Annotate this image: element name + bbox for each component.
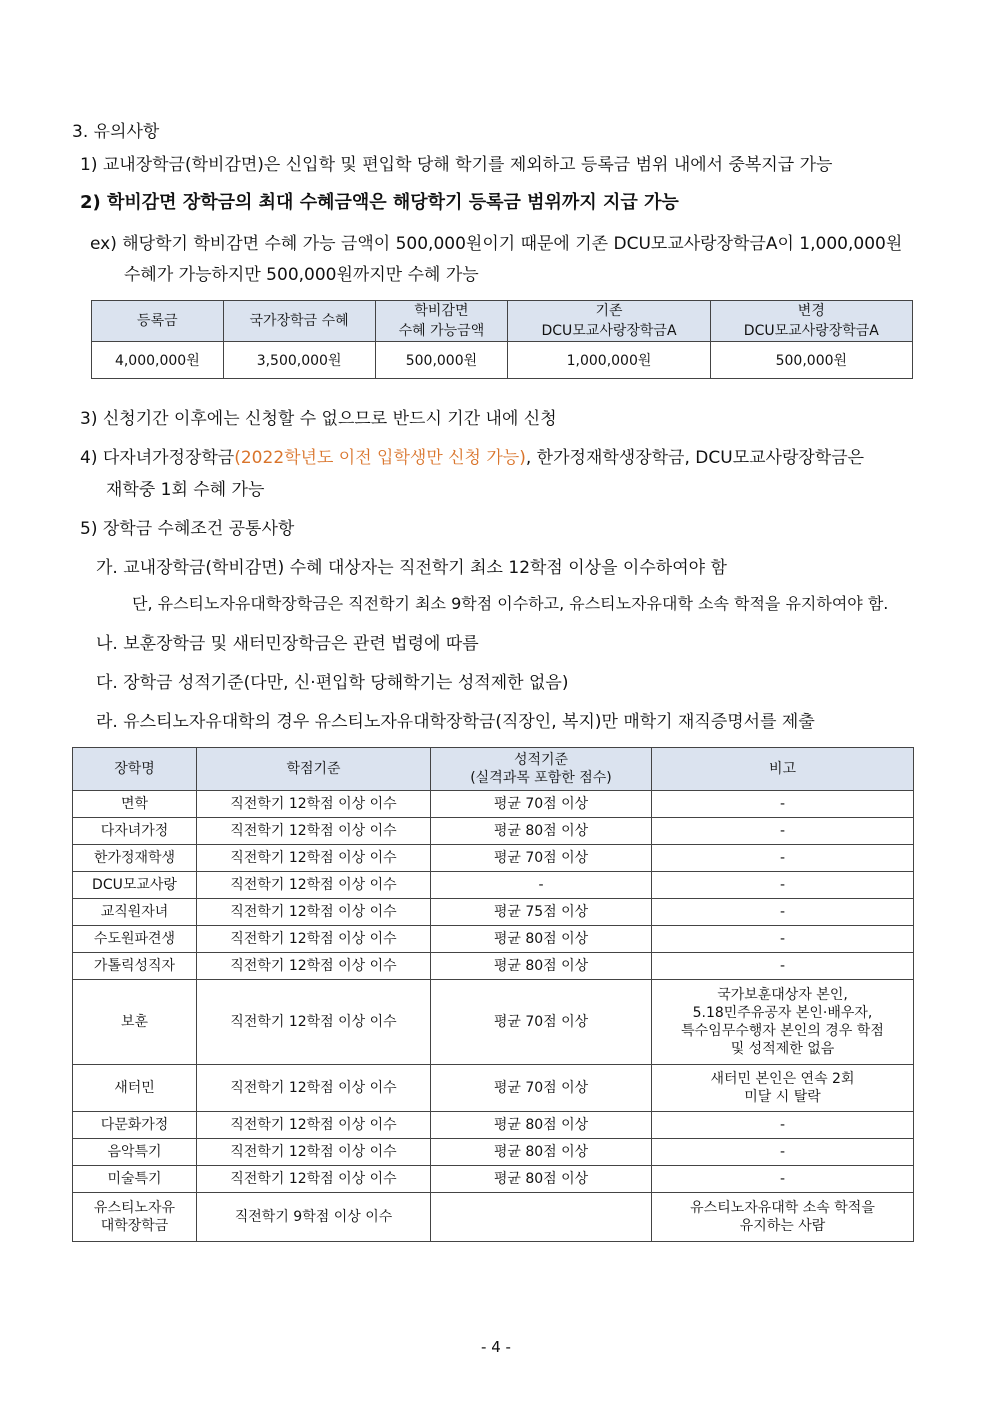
note-5: 5) 장학금 수혜조건 공통사항	[80, 519, 295, 539]
cell: 평균 80점 이상	[431, 1139, 652, 1166]
table-row	[73, 899, 914, 926]
cell: 수도원파견생	[73, 926, 197, 953]
cell: -	[652, 899, 914, 926]
cell: 직전학기 12학점 이상 이수	[197, 845, 431, 872]
table-row	[73, 953, 914, 980]
header-national: 국가장학금 수혜	[223, 301, 375, 342]
table-row	[73, 1112, 914, 1139]
page-number: - 4 -	[481, 1338, 511, 1356]
cell: -	[652, 1112, 914, 1139]
table-row	[73, 872, 914, 899]
example-table	[91, 300, 913, 379]
note-ra: 라. 유스티노자유대학의 경우 유스티노자유대학장학금(직장인, 복지)만 매학기 재직증명서를 제출	[96, 712, 815, 732]
header-tuition: 등록금	[92, 301, 224, 342]
cell: 직전학기 12학점 이상 이수	[197, 1139, 431, 1166]
header-grade: 성적기준 (실격과목 포함한 점수)	[431, 748, 652, 791]
note-da: 다. 장학금 성적기준(다만, 신·편입학 당해학기는 성적제한 없음)	[96, 673, 569, 693]
header-existing: 기존 DCU모교사랑장학금A	[508, 301, 710, 342]
header-reduction: 학비감면 수혜 가능금액	[375, 301, 508, 342]
cell: -	[652, 818, 914, 845]
table-row	[73, 1166, 914, 1193]
table-row	[73, 1139, 914, 1166]
example-line-2: 수혜가 가능하지만 500,000원까지만 수혜 가능	[124, 265, 479, 285]
table-row	[92, 342, 913, 379]
example-line-1: ex) 해당학기 학비감면 수혜 가능 금액이 500,000원이기 때문에 기존 DCU모교사랑장학금A이 1,000,000원	[90, 234, 903, 254]
cell: 4,000,000원	[92, 342, 224, 379]
cell: 직전학기 9학점 이상 이수	[197, 1193, 431, 1242]
note-4-line-2: 재학중 1회 수혜 가능	[106, 480, 265, 500]
cell: 평균 70점 이상	[431, 980, 652, 1065]
cell: 다자녀가정	[73, 818, 197, 845]
cell: 직전학기 12학점 이상 이수	[197, 926, 431, 953]
cell: 평균 80점 이상	[431, 953, 652, 980]
header-note: 비고	[652, 748, 914, 791]
cell: -	[652, 953, 914, 980]
cell: 평균 70점 이상	[431, 791, 652, 818]
note-1: 1) 교내장학금(학비감면)은 신입학 및 편입학 당해 학기를 제외하고 등록금 범위 내에서 중복지급 가능	[80, 155, 833, 175]
header-credits: 학점기준	[197, 748, 431, 791]
table-row	[73, 791, 914, 818]
cell: 평균 75점 이상	[431, 899, 652, 926]
criteria-table	[72, 747, 914, 1242]
note-4: 4) 다자녀가정장학금(2022학년도 이전 입학생만 신청 가능), 한가정재학생장학금, DCU모교사랑장학금은	[80, 448, 865, 468]
cell: 평균 70점 이상	[431, 1065, 652, 1112]
table-row	[73, 845, 914, 872]
cell: 직전학기 12학점 이상 이수	[197, 872, 431, 899]
cell	[431, 1193, 652, 1242]
cell: 보훈	[73, 980, 197, 1065]
cell: 다문화가정	[73, 1112, 197, 1139]
cell: 평균 80점 이상	[431, 1112, 652, 1139]
cell: 가톨릭성직자	[73, 953, 197, 980]
cell: -	[431, 872, 652, 899]
cell: 평균 80점 이상	[431, 926, 652, 953]
note-3: 3) 신청기간 이후에는 신청할 수 없으므로 반드시 기간 내에 신청	[80, 409, 557, 429]
cell: -	[652, 1139, 914, 1166]
cell: 유스티노자유대학 소속 학적을 유지하는 사람	[652, 1193, 914, 1242]
table-row	[73, 926, 914, 953]
header-changed: 변경 DCU모교사랑장학금A	[710, 301, 912, 342]
table-row	[73, 818, 914, 845]
cell: 교직원자녀	[73, 899, 197, 926]
cell: -	[652, 1166, 914, 1193]
note-2: 2) 학비감면 장학금의 최대 수혜금액은 해당학기 등록금 범위까지 지급 가능	[80, 192, 679, 213]
table-row	[73, 1193, 914, 1242]
cell: 미술특기	[73, 1166, 197, 1193]
section-title: 3. 유의사항	[72, 122, 160, 142]
cell: 평균 70점 이상	[431, 845, 652, 872]
cell: 500,000원	[375, 342, 508, 379]
note-ga-sub: 단, 유스티노자유대학장학금은 직전학기 최소 9학점 이수하고, 유스티노자유대학 소속 학적을 유지하여야 함.	[132, 594, 889, 613]
cell: 음악특기	[73, 1139, 197, 1166]
cell: 직전학기 12학점 이상 이수	[197, 1112, 431, 1139]
cell: 1,000,000원	[508, 342, 710, 379]
cell: 평균 80점 이상	[431, 1166, 652, 1193]
header-name: 장학명	[73, 748, 197, 791]
cell: 3,500,000원	[223, 342, 375, 379]
cell: 국가보훈대상자 본인, 5.18민주유공자 본인·배우자, 특수임무수행자 본인의 경우 학점 및 성적제한 없음	[652, 980, 914, 1065]
cell: -	[652, 926, 914, 953]
cell: 새터민	[73, 1065, 197, 1112]
note-ga: 가. 교내장학금(학비감면) 수혜 대상자는 직전학기 최소 12학점 이상을 이수하여야 함	[96, 558, 727, 578]
cell: 평균 80점 이상	[431, 818, 652, 845]
cell: 한가정재학생	[73, 845, 197, 872]
note-na: 나. 보훈장학금 및 새터민장학금은 관련 법령에 따름	[96, 634, 479, 654]
cell: 직전학기 12학점 이상 이수	[197, 1065, 431, 1112]
cell: 직전학기 12학점 이상 이수	[197, 953, 431, 980]
cell: 새터민 본인은 연속 2회 미달 시 탈락	[652, 1065, 914, 1112]
cell: 500,000원	[710, 342, 912, 379]
cell: -	[652, 845, 914, 872]
cell: DCU모교사랑	[73, 872, 197, 899]
cell: 직전학기 12학점 이상 이수	[197, 980, 431, 1065]
cell: 직전학기 12학점 이상 이수	[197, 818, 431, 845]
table-row	[73, 1065, 914, 1112]
cell: -	[652, 872, 914, 899]
cell: 유스티노자유 대학장학금	[73, 1193, 197, 1242]
cell: 직전학기 12학점 이상 이수	[197, 791, 431, 818]
cell: 면학	[73, 791, 197, 818]
table-row	[73, 980, 914, 1065]
note-4-highlight: (2022학년도 이전 입학생만 신청 가능)	[234, 448, 526, 468]
cell: 직전학기 12학점 이상 이수	[197, 899, 431, 926]
cell: 직전학기 12학점 이상 이수	[197, 1166, 431, 1193]
cell: -	[652, 791, 914, 818]
